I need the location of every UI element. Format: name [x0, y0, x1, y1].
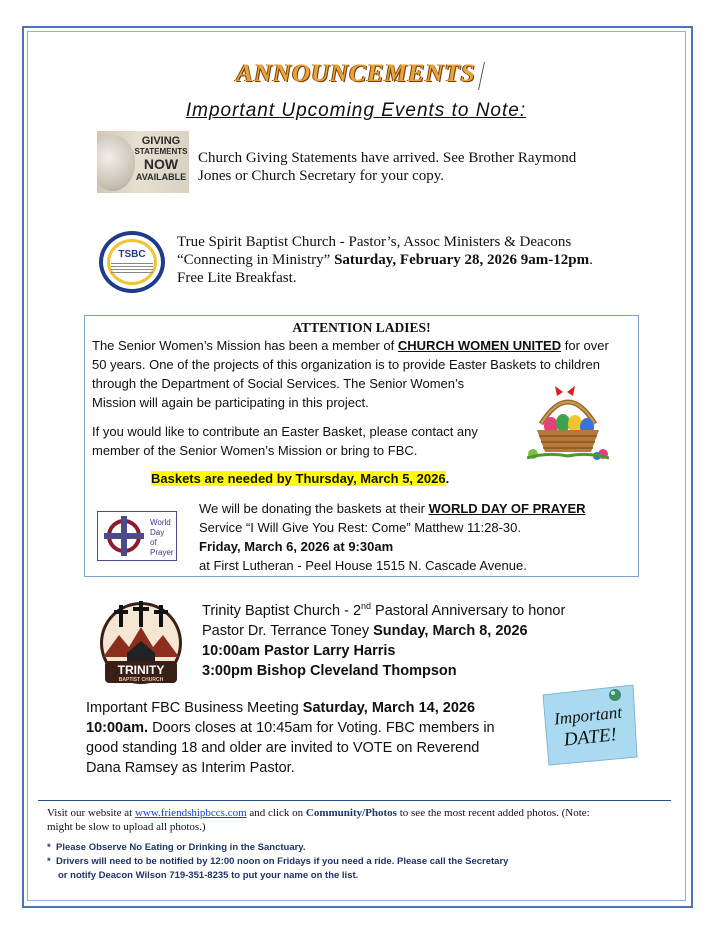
giving-statements-image	[97, 131, 189, 193]
svg-text:Important: Important	[553, 702, 623, 729]
trinity-text: Trinity Baptist Church - 2nd Pastoral Anniversary to honor Pastor Dr. Terrance Toney Sunday, March 8, 2026 10:00am Pastor Larry Harris 3:00pm Bishop Cleveland Thompson	[202, 601, 566, 679]
page-title: ANNOUNCEMENTS	[236, 60, 476, 87]
page-subtitle: Important Upcoming Events to Note:	[185, 100, 527, 121]
giving-text: Church Giving Statements have arrived. See Brother Raymond Jones or Church Secretary for your copy.	[198, 150, 577, 184]
tsbc-logo: TSBC	[99, 231, 165, 293]
world-day-of-prayer-logo: World Day of Prayer	[97, 511, 177, 561]
cross-icon	[100, 514, 148, 558]
note-drivers: * Drivers will need to be notified by 12:00 noon on Fridays if you need a ride. Please call the Secretary	[47, 856, 509, 867]
trinity-church-logo	[99, 597, 183, 689]
footer-website-note: Visit our website at www.friendshipbccs.com and click on Community/Photos to see the most recent added photos. (Note: might be slow to upload all photos.)	[47, 807, 590, 833]
trinity-logo-title: TRINITY	[117, 663, 165, 677]
business-meeting-text: Important FBC Business Meeting Saturday, March 14, 2026 10:00am. Doors closes at 10:45am for Voting. FBC members in good standing 18 and older are invited to VOTE on Reverend Dana Ramsey as Interim Pastor.	[86, 700, 495, 776]
baskets-deadline: Baskets are needed by Thursday, March 5, 2026.	[151, 471, 450, 486]
easter-basket-image	[527, 384, 609, 460]
footer-divider	[38, 800, 671, 801]
ladies-paragraph-2: If you would like to contribute an Easter Basket, please contact any member of the Senior Women’s Mission or bring to FBC.	[92, 424, 478, 458]
note-drivers-cont: or notify Deacon Wilson 719-351-8235 to put your name on the list.	[58, 870, 359, 881]
giving-image-text: GIVING STATEMENTS NOW AVAILABLE	[134, 135, 188, 182]
coin-graphic	[97, 135, 135, 191]
footer-notes	[47, 841, 667, 883]
website-link[interactable]: www.friendshipbccs.com	[134, 807, 247, 819]
important-date-sticky-note	[537, 683, 640, 767]
ladies-paragraph-1: The Senior Women’s Mission has been a member of CHURCH WOMEN UNITED for over 50 years. One of the projects of this organization is to provide Easter Baskets to children through the Department of Social Services. The Senior Women’s Mission will again be participating in this project.	[92, 338, 609, 410]
svg-text:DATE!: DATE!	[562, 724, 618, 751]
world-day-of-prayer-text: We will be donating the baskets at their WORLD DAY OF PRAYER Service “I Will Give You Rest: Come” Matthew 11:28-30. Friday, March 6, 2026 at 9:30am at First Lutheran - Peel House 1515 N. Cascade Avenue.	[199, 501, 586, 573]
attention-ladies-heading: ATTENTION LADIES!	[292, 320, 431, 335]
note-no-eating: * Please Observe No Eating or Drinking in the Sanctuary.	[47, 842, 306, 853]
trinity-logo-subtitle: BAPTIST CHURCH	[118, 677, 164, 683]
tsbc-text: True Spirit Baptist Church - Pastor’s, Assoc Ministers & Deacons “Connecting in Ministry” Saturday, February 28, 2026 9am-12pm. Free Lite Breakfast.	[177, 234, 593, 286]
